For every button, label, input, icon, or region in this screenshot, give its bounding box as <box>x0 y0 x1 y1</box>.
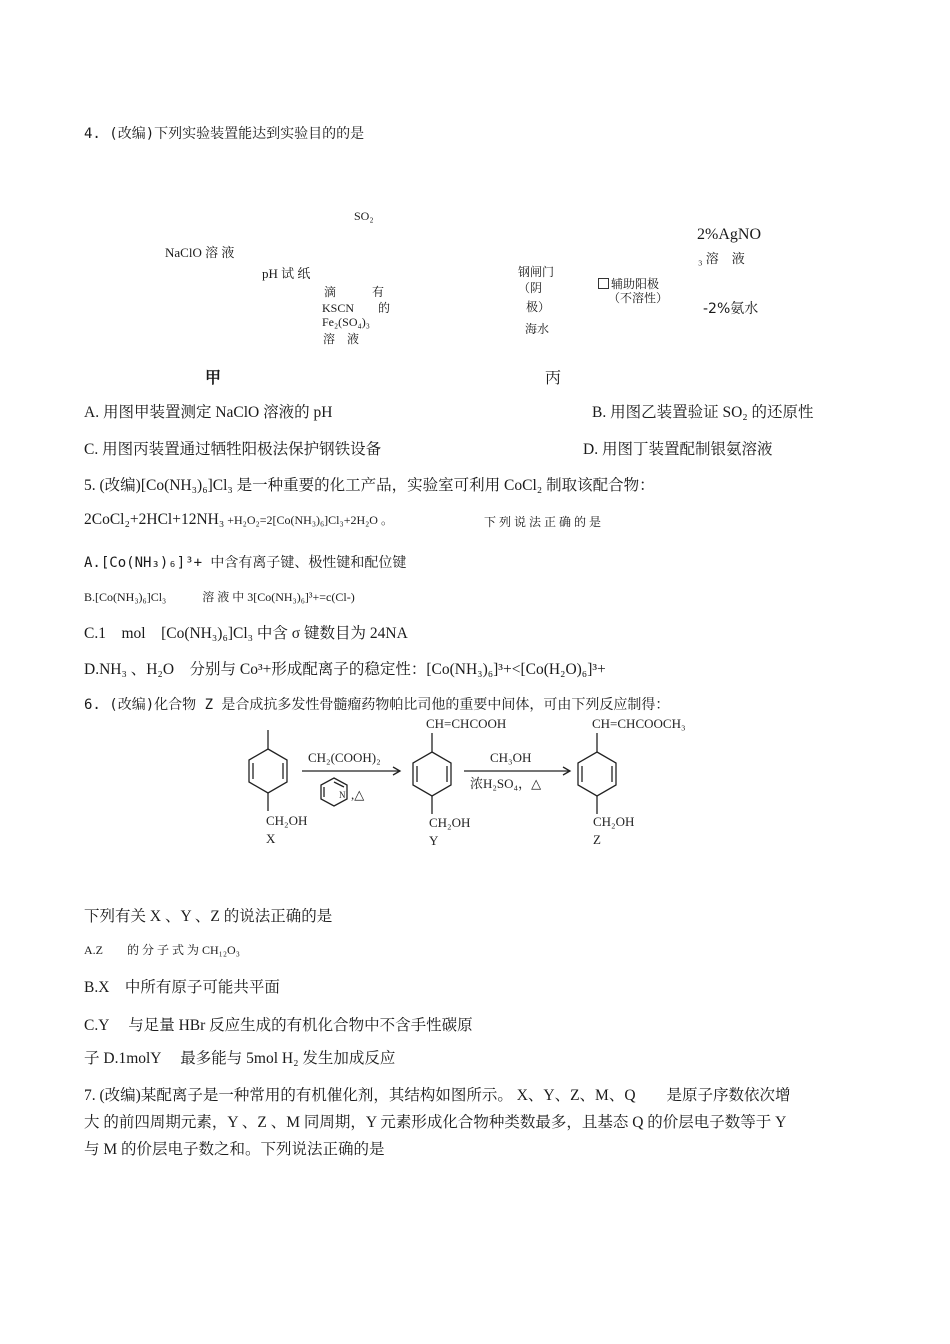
q4-option-b: B. 用图乙装置验证 SO₂ 的还原性 <box>592 404 814 421</box>
benzene-ring-z <box>578 733 616 814</box>
q6-option-b: B.X 中所有原子可能共平面 <box>84 979 280 996</box>
q7-line-2: 大 的前四周期元素，Y 、Z 、M 同周期，Y 元素形成化合物种类数最多，且基态 Q 的价层电子数等于 Y <box>84 1114 787 1131</box>
y-top-group: CH=CHCOOH <box>426 716 507 731</box>
pyridine-n: N <box>339 790 346 800</box>
ph-paper-label: pH 试 纸 <box>262 266 311 281</box>
q5-option-b: B.[Co(NH₃)₆]Cl₃ 溶 液 中 3[Co(NH₃)₆]³+=c(Cl-) <box>84 590 355 604</box>
ammonia-label: -2%氨水 <box>703 301 759 317</box>
caption-jia: 甲 <box>205 368 222 387</box>
q6-option-d: 子 D.1molY 最多能与 5mol H₂ 发生加成反应 <box>84 1050 396 1067</box>
drop-label: 滴 有 <box>324 285 385 299</box>
kscn-label: KSCN 的 <box>322 301 391 315</box>
z-ch2oh: CH₂OH <box>593 814 635 829</box>
x-label: X <box>266 831 276 846</box>
q7-line-3: 与 M 的价层电子数之和。下列说法正确的是 <box>84 1141 385 1158</box>
insoluble-label: （不溶性） <box>608 291 669 305</box>
q5-equation-b: +H₂O₂=2[Co(NH₃)₆]Cl₃+2H₂O 。 <box>224 513 393 527</box>
q5-stem: 5. (改编)[Co(NH₃)₆]Cl₃ 是一种重要的化工产品，实验室可利用 CoCl₂ 制取该配合物： <box>84 477 655 494</box>
fe2so43-label: Fe₂(SO₄)₃ <box>322 315 370 329</box>
solution-label: 溶 液 <box>323 332 360 346</box>
q5-option-c: C.1 mol [Co(NH₃)₆]Cl₃ 中含 σ 键数目为 24NA <box>84 625 408 642</box>
q5-option-a: A.[Co(NH₃)₆]³+ 中含有离子键、极性键和配位键 <box>84 555 407 571</box>
q5-prompt: 下 列 说 法 正 确 的 是 <box>484 515 602 529</box>
agno3-label: 2%AgNO <box>697 226 761 243</box>
agno3-sub-label: ₃ 溶 液 <box>698 251 745 266</box>
steel-gate-label: 钢闸门 <box>518 265 555 279</box>
caption-bing: 丙 <box>545 370 562 387</box>
z-top-group: CH=CHCOOCH₃ <box>592 716 686 731</box>
q6-option-a: A.Z 的 分 子 式 为 CH₁₂O₃ <box>84 943 240 957</box>
seawater-label: 海水 <box>525 322 550 336</box>
y-ch2oh: CH₂OH <box>429 815 471 830</box>
z-label: Z <box>593 832 601 847</box>
q5-equation-a: 2CoCl₂+2HCl+12NH₃ <box>84 511 225 528</box>
y-label: Y <box>429 833 439 848</box>
so2-label: SO₂ <box>354 209 374 223</box>
cathode-close-label: 极） <box>526 300 551 314</box>
q6-stem: 6. (改编)化合物 Z 是合成抗多发性骨髓瘤药物帕比司他的重要中间体，可由下列反应制得： <box>84 697 670 713</box>
q4-option-d: D. 用图丁装置配制银氨溶液 <box>583 441 773 458</box>
reagent-2-condition: 浓H₂SO₄，△ <box>470 776 542 791</box>
q5-option-d: D.NH₃ 、H₂O 分别与 Co³+形成配离子的稳定性：[Co(NH₃)₆]³+<[Co(H₂O)₆]³+ <box>84 661 606 678</box>
aux-anode-text: 辅助阳极 <box>611 277 660 291</box>
benzene-ring-y <box>413 733 451 814</box>
reagent-1-condition: ,△ <box>351 787 365 802</box>
cathode-open-label: （阴 <box>518 281 543 295</box>
naclo-label: NaClO 溶 液 <box>165 245 235 260</box>
reaction-scheme <box>200 716 760 856</box>
checkbox-square-icon <box>598 278 609 289</box>
reagent-2: CH₃OH <box>490 750 532 765</box>
reagent-1: CH₂(COOH)₂ <box>308 750 381 765</box>
q4-option-c: C. 用图丙装置通过牺牲阳极法保护钢铁设备 <box>84 441 382 458</box>
q6-option-c: C.Y 与足量 HBr 反应生成的有机化合物中不含手性碳原 <box>84 1017 473 1034</box>
benzene-ring-x <box>249 730 287 811</box>
q5-equation <box>84 511 393 529</box>
q4-option-a: A. 用图甲装置测定 NaClO 溶液的 pH <box>84 404 333 421</box>
reaction-scheme-svg <box>200 716 760 856</box>
x-ch2oh: CH₂OH <box>266 813 308 828</box>
q7-line-1: 7. (改编)某配离子是一种常用的有机催化剂，其结构如图所示。 X、Y、Z、M、Q 是原子序数依次增 <box>84 1087 791 1104</box>
q4-stem: 4. (改编)下列实验装置能达到实验目的的是 <box>84 126 365 142</box>
q6-prompt: 下列有关 X 、Y 、Z 的说法正确的是 <box>84 908 333 925</box>
